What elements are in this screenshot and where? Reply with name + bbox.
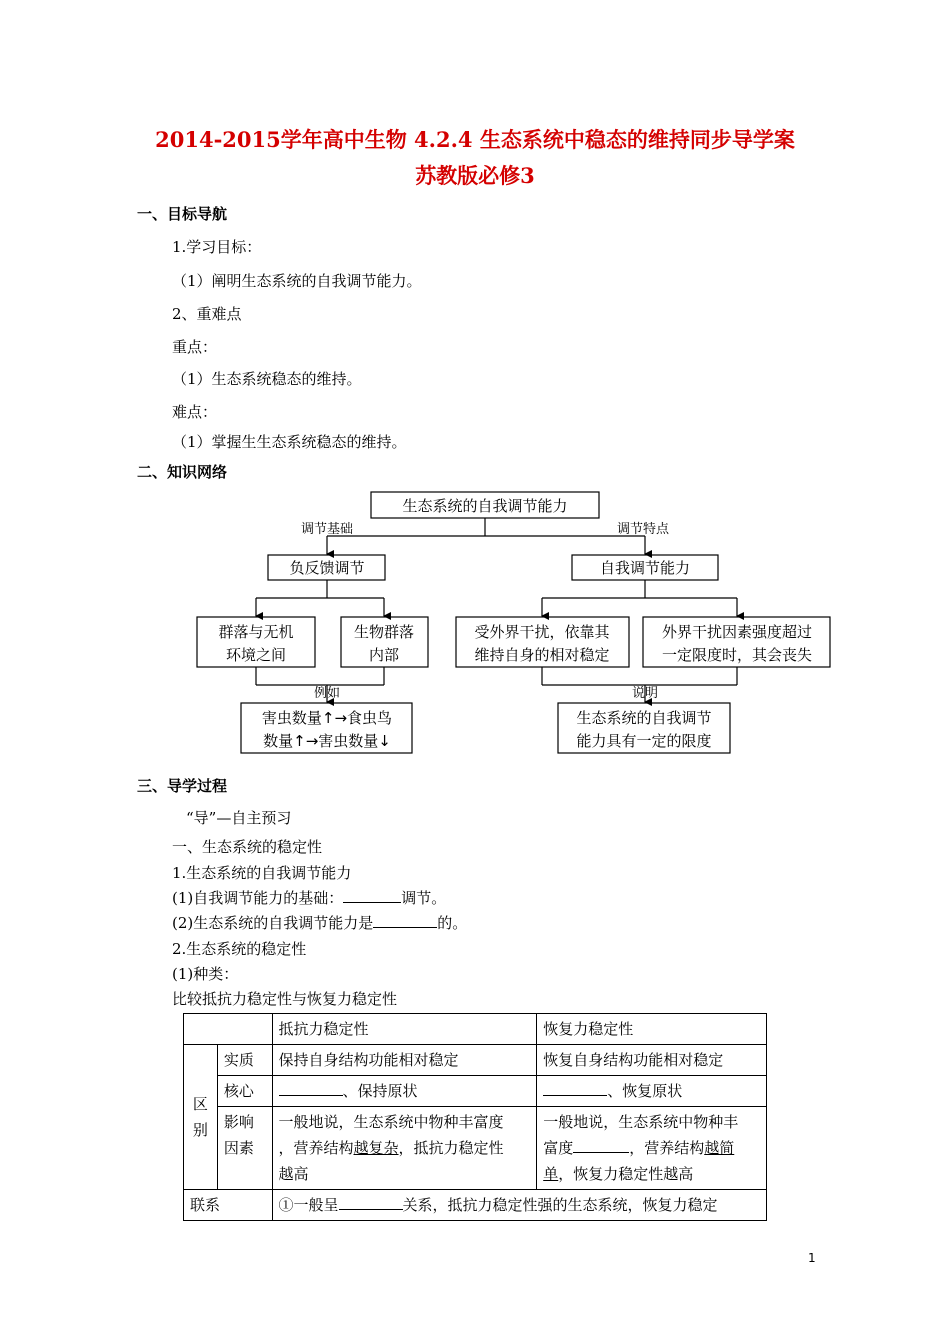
- section1-heading: 一、目标导航: [137, 205, 228, 223]
- question-1-prefix: (1)自我调节能力的基础：: [172, 889, 344, 907]
- table-row: [184, 1190, 767, 1221]
- row-core-recover: [537, 1076, 767, 1107]
- goal-item: （1）阐明生态系统的自我调节能力。: [172, 272, 422, 290]
- rr-node-text-1: 外界干扰因素强度超过: [661, 623, 813, 641]
- key-point-label: 重点：: [172, 338, 218, 356]
- factors-recover-a: 一般地说，生态系统中物种丰: [543, 1113, 739, 1131]
- question-2: [172, 912, 467, 933]
- difference-group-label: [184, 1045, 218, 1190]
- left-example-text-2: 数量↑→害虫数量↓: [263, 732, 391, 750]
- row-factors-resist: [272, 1107, 537, 1190]
- goal-label: 1.学习目标：: [172, 238, 262, 256]
- factors-label-2: 因素: [223, 1139, 254, 1157]
- lr-node-text-1: 生物群落: [353, 623, 415, 641]
- core-recover-text: 、恢复原状: [607, 1082, 683, 1100]
- key-difficult-label: 2、重难点: [172, 305, 242, 323]
- factors-recover-b3: 越简: [704, 1139, 735, 1157]
- question-1: [172, 887, 446, 908]
- core-resist-text: 、保持原状: [342, 1082, 418, 1100]
- row-factors-recover: [537, 1107, 767, 1190]
- header-recover: 恢复力稳定性: [537, 1014, 767, 1045]
- kinds-label: (1)种类：: [172, 965, 239, 983]
- subheading-stability: 一、生态系统的稳定性: [172, 838, 323, 856]
- factors-recover-b1: 富度: [543, 1139, 574, 1157]
- guide-label: “导”—自主预习: [186, 809, 292, 827]
- row-essence-resist: 保持自身结构功能相对稳定: [272, 1045, 537, 1076]
- core-recover-blank[interactable]: [543, 1081, 607, 1096]
- lr-node-text-2: 内部: [368, 646, 400, 664]
- ll-node-text-2: 环境之间: [225, 646, 287, 664]
- table-corner-cell: [184, 1014, 273, 1045]
- row-link-label: 联系: [184, 1190, 273, 1221]
- factors-resist-b3: ，抵抗力稳定性: [398, 1139, 504, 1157]
- right-example-text-2: 能力具有一定的限度: [576, 732, 712, 750]
- difficult-label: 难点：: [172, 403, 218, 421]
- left-node-text: 负反馈调节: [289, 559, 365, 577]
- factors-label-1: 影响: [223, 1113, 254, 1131]
- page-number: 1: [808, 1251, 816, 1265]
- left-example-label: 例如: [313, 686, 341, 701]
- row-core-resist: [272, 1076, 537, 1107]
- question-2-prefix: (2)生态系统的自我调节能力是: [172, 914, 374, 932]
- difficult-item: （1）掌握生生态系统稳态的维持。: [172, 433, 407, 451]
- core-resist-blank[interactable]: [279, 1081, 343, 1096]
- row-core-label: 核心: [217, 1076, 272, 1107]
- table-row: [184, 1076, 767, 1107]
- rl-node-text-1: 受外界干扰，依靠其: [474, 623, 610, 641]
- link-blank[interactable]: [339, 1195, 403, 1210]
- factors-recover-blank[interactable]: [573, 1138, 629, 1153]
- factors-recover-c1: 单: [543, 1165, 559, 1183]
- question-1-suffix: 调节。: [401, 889, 447, 907]
- subheading-stability-2: 2.生态系统的稳定性: [172, 940, 307, 958]
- comparison-table: [183, 1013, 767, 1221]
- factors-resist-c: 越高: [278, 1165, 309, 1183]
- section2-heading: 二、知识网络: [137, 463, 228, 481]
- row-essence-label: 实质: [217, 1045, 272, 1076]
- key-point-item: （1）生态系统稳态的维持。: [172, 370, 362, 388]
- factors-resist-b2: 越复杂: [353, 1139, 399, 1157]
- difference-label-2: 别: [192, 1121, 208, 1139]
- link-prefix: ①一般呈: [278, 1196, 339, 1214]
- rl-node-text-2: 维持自身的相对稳定: [474, 646, 610, 664]
- left-edge-label: 调节基础: [300, 522, 354, 537]
- factors-resist-b1: ，营养结构: [278, 1139, 354, 1157]
- question-2-blank[interactable]: [373, 913, 437, 928]
- factors-recover-c2: ，恢复力稳定性越高: [558, 1165, 694, 1183]
- row-link-content: [272, 1190, 767, 1221]
- right-example-text-1: 生态系统的自我调节: [576, 709, 712, 727]
- right-node-text: 自我调节能力: [599, 559, 691, 577]
- question-2-suffix: 的。: [437, 914, 468, 932]
- left-example-text-1: 害虫数量↑→食虫鸟: [261, 709, 393, 727]
- table-header-row: [184, 1014, 767, 1045]
- factors-resist-a: 一般地说，生态系统中物种丰富度: [278, 1113, 504, 1131]
- document-title-line2: 苏教版必修3: [415, 163, 535, 188]
- root-node-text: 生态系统的自我调节能力: [402, 497, 568, 515]
- right-example-label: 说明: [631, 686, 659, 701]
- subheading-self-regulation: 1.生态系统的自我调节能力: [172, 864, 352, 882]
- table-row: [184, 1107, 767, 1190]
- question-1-blank[interactable]: [343, 888, 401, 903]
- ll-node-text-1: 群落与无机: [218, 623, 294, 641]
- factors-recover-b2: ，营养结构: [629, 1139, 705, 1157]
- header-resist: 抵抗力稳定性: [272, 1014, 537, 1045]
- section3-heading: 三、导学过程: [137, 777, 228, 795]
- rr-node-text-2: 一定限度时，其会丧失: [661, 646, 813, 664]
- link-suffix: 关系，抵抗力稳定性强的生态系统，恢复力稳定: [402, 1196, 718, 1214]
- difference-label-1: 区: [192, 1095, 208, 1113]
- document-title-line1: 2014-2015学年高中生物 4.2.4 生态系统中稳态的维持同步导学案: [155, 127, 795, 152]
- row-essence-recover: 恢复自身结构功能相对稳定: [537, 1045, 767, 1076]
- row-factors-label: [217, 1107, 272, 1190]
- right-edge-label: 调节特点: [616, 522, 670, 537]
- table-row: [184, 1045, 767, 1076]
- compare-label: 比较抵抗力稳定性与恢复力稳定性: [172, 990, 398, 1008]
